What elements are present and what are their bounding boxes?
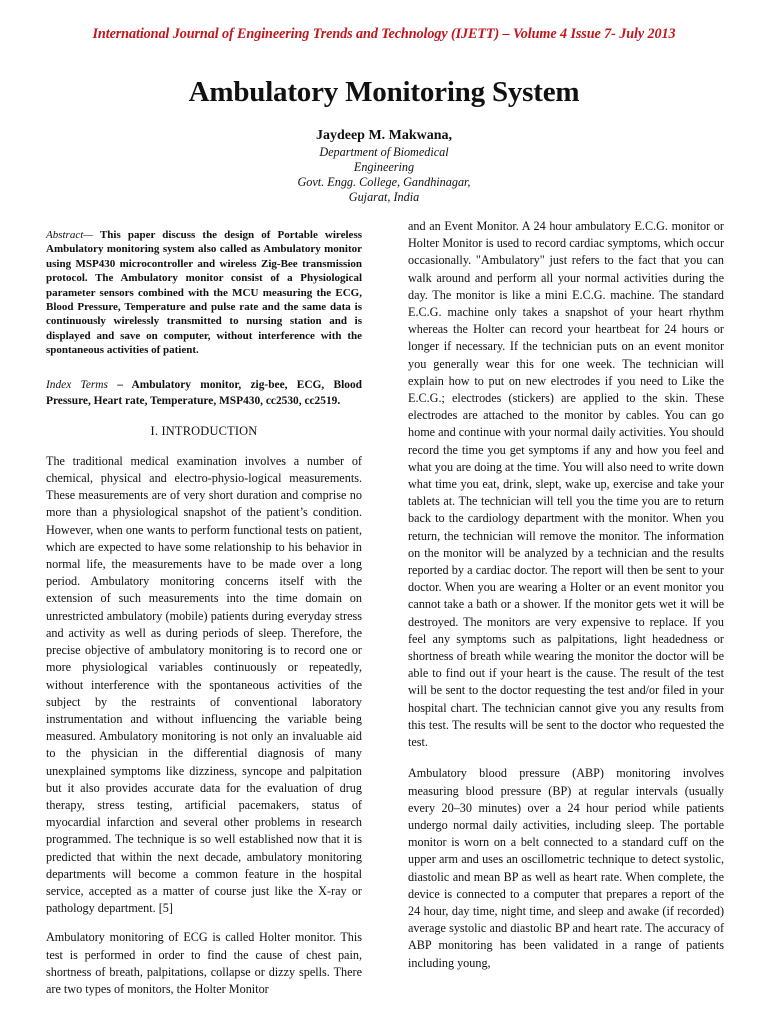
right-column (408, 218, 724, 972)
body-paragraph: Ambulatory monitoring of ECG is called Holter monitor. This test is performed in order to find the cause of chest pain, shortness of breath, palpitations, collapse or dizzy spells. There are two types of monitors, the Holter Monitor (46, 930, 362, 996)
affiliation-line: Gujarat, India (348, 190, 420, 204)
journal-header: International Journal of Engineering Trends and Technology (IJETT) – Volume 4 Issue 7- July 2013 (92, 26, 676, 42)
affiliation-line: Govt. Engg. College, Gandhinagar, (297, 175, 471, 189)
author-name: Jaydeep M. Makwana, (315, 128, 453, 143)
left-column (46, 228, 362, 998)
abstract-text: This paper discuss the design of Portable wireless Ambulatory monitoring system also called as Ambulatory monitor using MSP430 microcontroller and wireless Zig-Bee transmission protocol. The Ambulatory monitor consist of a Physiological parameter sensors combined with the MCU measuring the ECG, Blood Pressure, Temperature and pulse rate and the same data is continuously wirelessly transmitted to nursing station and is displayed and save on computer, without interference with the spontaneous activities of patient. (46, 229, 362, 357)
section-heading: I. INTRODUCTION (150, 423, 258, 438)
body-paragraph: Ambulatory blood pressure (ABP) monitoring involves measuring blood pressure (BP) at regular intervals (usually every 20–30 minutes) over a 24 hour period while patients undergo normal daily activities, including sleep. The portable monitor is worn on a belt connected to a standard cuff on the upper arm and uses an oscillometric technique to detect systolic, diastolic and mean BP as well as heart rate. When complete, the device is connected to a computer that prepares a report of the 24 hour, day time, night time, and sleep and awake (if recorded) average systolic and diastolic BP and heart rate. The accuracy of ABP monitoring has been validated in a range of patients including young, (408, 766, 724, 970)
abstract (46, 228, 362, 358)
paper-title: Ambulatory Monitoring System (188, 76, 580, 108)
abstract-label: Abstract— (46, 229, 94, 241)
body-paragraph: and an Event Monitor. A 24 hour ambulatory E.C.G. monitor or Holter Monitor is used to record cardiac symptoms, which occur occasionally. "Ambulatory" just refers to the fact that you can walk around and perform all your normal activities during the day. The monitor is like a mini E.C.G. machine. The standard E.C.G. machine only takes a snapshot of your heart rhythm whereas the Holter can record your heartbeat for 24 hours or longer if necessary. If the technician puts on an event monitor you generally wear this for one week. The technician will explain how to put on new electrodes if you need to Like the E.C.G.; electrodes (stickers) are applied to the skin. These electrodes are attached to the monitor by cables. You can go home and continue with your normal daily activities. You should record the time you get symptoms if any and how you feel and what you are doing at the time. You will also need to write down what time you eat, drink, slept, wake up, exercise and take your tablets at. The technician will tell you the time you are to return back to the cardiology department with the monitor. When you return, the technician will remove the monitor. The information on the monitor will be analyzed by a technician and the results reported by a cardiac doctor. The report will then be sent to your doctor. When you are wearing a Holter or an event monitor you cannot take a bath or a shower. If the monitor gets wet it will be destroyed. The monitors are very expensive to replace. If you feel any symptoms such as palpitations, light headedness or shortness of breath while wearing the monitor the doctor will be able to find out if your heart is the cause. The result of the test will be sent to the doctor requesting the test and/or filed in your hospital chart. The technician cannot give you any results from this test. The results will be sent to the doctor who requested the test. (408, 219, 724, 750)
index-terms-label: Index Terms (46, 378, 108, 391)
author-block (0, 127, 768, 205)
affiliation-line: Department of Biomedical (319, 145, 449, 159)
index-terms-text: – Ambulatory monitor, zig-bee, ECG, Blood Pressure, Heart rate, Temperature, MSP430, cc2530, cc2519. (46, 378, 362, 407)
affiliation-line: Engineering (353, 160, 415, 174)
body-paragraph: The traditional medical examination involves a number of chemical, physical and electro-physio-logical measurements. These measurements are of very short duration and comprise no more than a physiological snapshot of the patient’s condition. However, when one wants to perform functional tests on patient, which are expected to have some relationship to his behavior in normal life, the measurements have to be made over a long period. Ambulatory monitoring concerns itself with the extension of such measurements into the time domain on unrestricted ambulatory (mobile) patients during everyday stress and activity as well as during periods of sleep. Therefore, the precise objective of ambulatory monitoring is to record one or more physiological variables continuously or repeatedly, without interference with the spontaneous activities of the subject by the restraints of conventional laboratory instrumentation and without influencing the variable being measured. Ambulatory monitoring is not only an invaluable aid to the physician in the differential diagnosis of many unexplained symptoms like dizziness, syncope and palpitation but it also provides accurate data for the evaluation of drug therapy, stress testing, artificial pacemakers, status of myocardial infarction and several other problems in research programmed. The technique is so well established now that it is predicted that within the next decade, ambulatory monitoring departments will become a common feature in the hospital service, accepted as a matter of course just like the X-ray or pathology department. [5] (46, 453, 362, 916)
index-terms (46, 377, 362, 409)
